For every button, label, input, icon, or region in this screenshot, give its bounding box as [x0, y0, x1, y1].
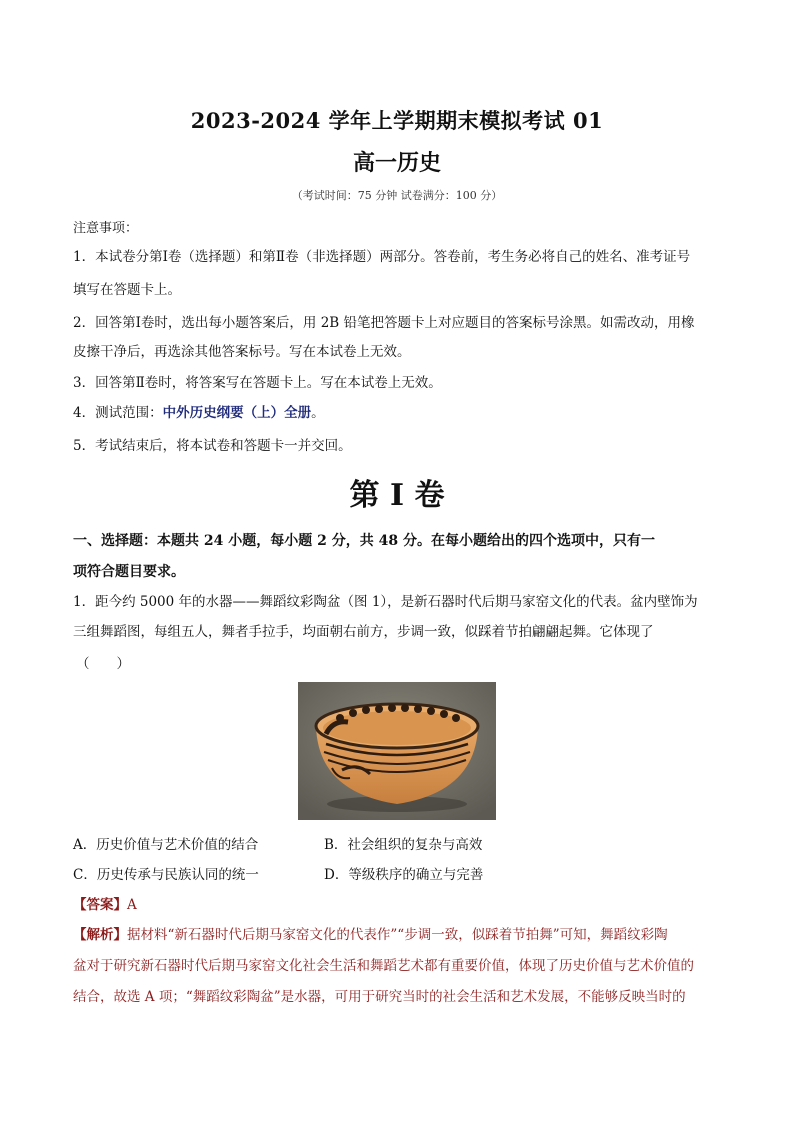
answer-tag: 【答案】 — [73, 897, 127, 913]
option-c: C．历史传承与民族认同的统一 — [73, 867, 259, 883]
pottery-basin-illustration — [298, 682, 496, 820]
note-4 — [73, 403, 725, 423]
note-1b: 填写在答题卡上。 — [73, 282, 181, 298]
option-a: A．历史价值与艺术价值的结合 — [73, 837, 259, 853]
section-title: 第 I 卷 — [349, 478, 445, 513]
exam-title: 2023-2024 学年上学期期末模拟考试 01 — [190, 108, 604, 133]
notes-heading: 注意事项： — [73, 221, 139, 236]
test-range: 中外历史纲要（上）全册 — [162, 405, 312, 421]
analysis-line-1 — [73, 925, 723, 945]
analysis-text-1: 据材料“新石器时代后期马家窑文化的代表作”“步调一致，似踩着节拍舞”可知，舞蹈纹彩陶 — [127, 927, 668, 943]
note-3: 3．回答第Ⅱ卷时，将答案写在答题卡上。写在本试卷上无效。 — [73, 375, 442, 391]
exam-meta: （考试时间：75 分钟 试卷满分：100 分） — [291, 189, 503, 202]
answer-value: A — [127, 897, 137, 913]
painted-pottery-basin-image — [298, 682, 496, 820]
analysis-line-3: 结合，故选 A 项；“舞蹈纹彩陶盆”是水器，可用于研究当时的社会生活和艺术发展，不能够反映当时的 — [73, 989, 686, 1005]
question-1-line-1: 1．距今约 5000 年的水器——舞蹈纹彩陶盆（图 1），是新石器时代后期马家窑文化的代表。盆内壁饰为 — [73, 594, 698, 610]
note-5: 5．考试结束后，将本试卷和答题卡一并交回。 — [73, 438, 352, 454]
note-1a: 1．本试卷分第Ⅰ卷（选择题）和第Ⅱ卷（非选择题）两部分。答卷前，考生务必将自己的姓名、准考证号 — [73, 249, 691, 265]
subject-title: 高一历史 — [352, 150, 441, 176]
option-b: B．社会组织的复杂与高效 — [324, 837, 483, 853]
note-2a: 2．回答第Ⅰ卷时，选出每小题答案后，用 2B 铅笔把答题卡上对应题目的答案标号涂黑。如需改动，用橡 — [73, 315, 695, 331]
analysis-line-2: 盆对于研究新石器时代后期马家窑文化社会生活和舞蹈艺术都有重要价值，体现了历史价值与艺术价值的 — [73, 958, 694, 974]
note-2b: 皮擦干净后，再选涂其他答案标号。写在本试卷上无效。 — [73, 344, 411, 360]
analysis-tag: 【解析】 — [73, 927, 127, 943]
answer-line — [73, 893, 137, 913]
note-4-suffix: 。 — [311, 405, 325, 421]
part1-instruction-1: 一、选择题：本题共 24 小题，每小题 2 分，共 48 分。在每小题给出的四个选项中，只有一 — [73, 533, 655, 549]
question-1-blank: （ ） — [76, 656, 130, 672]
option-d: D．等级秩序的确立与完善 — [324, 867, 484, 883]
part1-instruction-2: 项符合题目要求。 — [73, 564, 185, 580]
note-4-prefix: 4．测试范围： — [73, 405, 163, 421]
question-1-line-2: 三组舞蹈图，每组五人，舞者手拉手，均面朝右前方，步调一致，似踩着节拍翩翩起舞。它体现了 — [73, 624, 654, 640]
